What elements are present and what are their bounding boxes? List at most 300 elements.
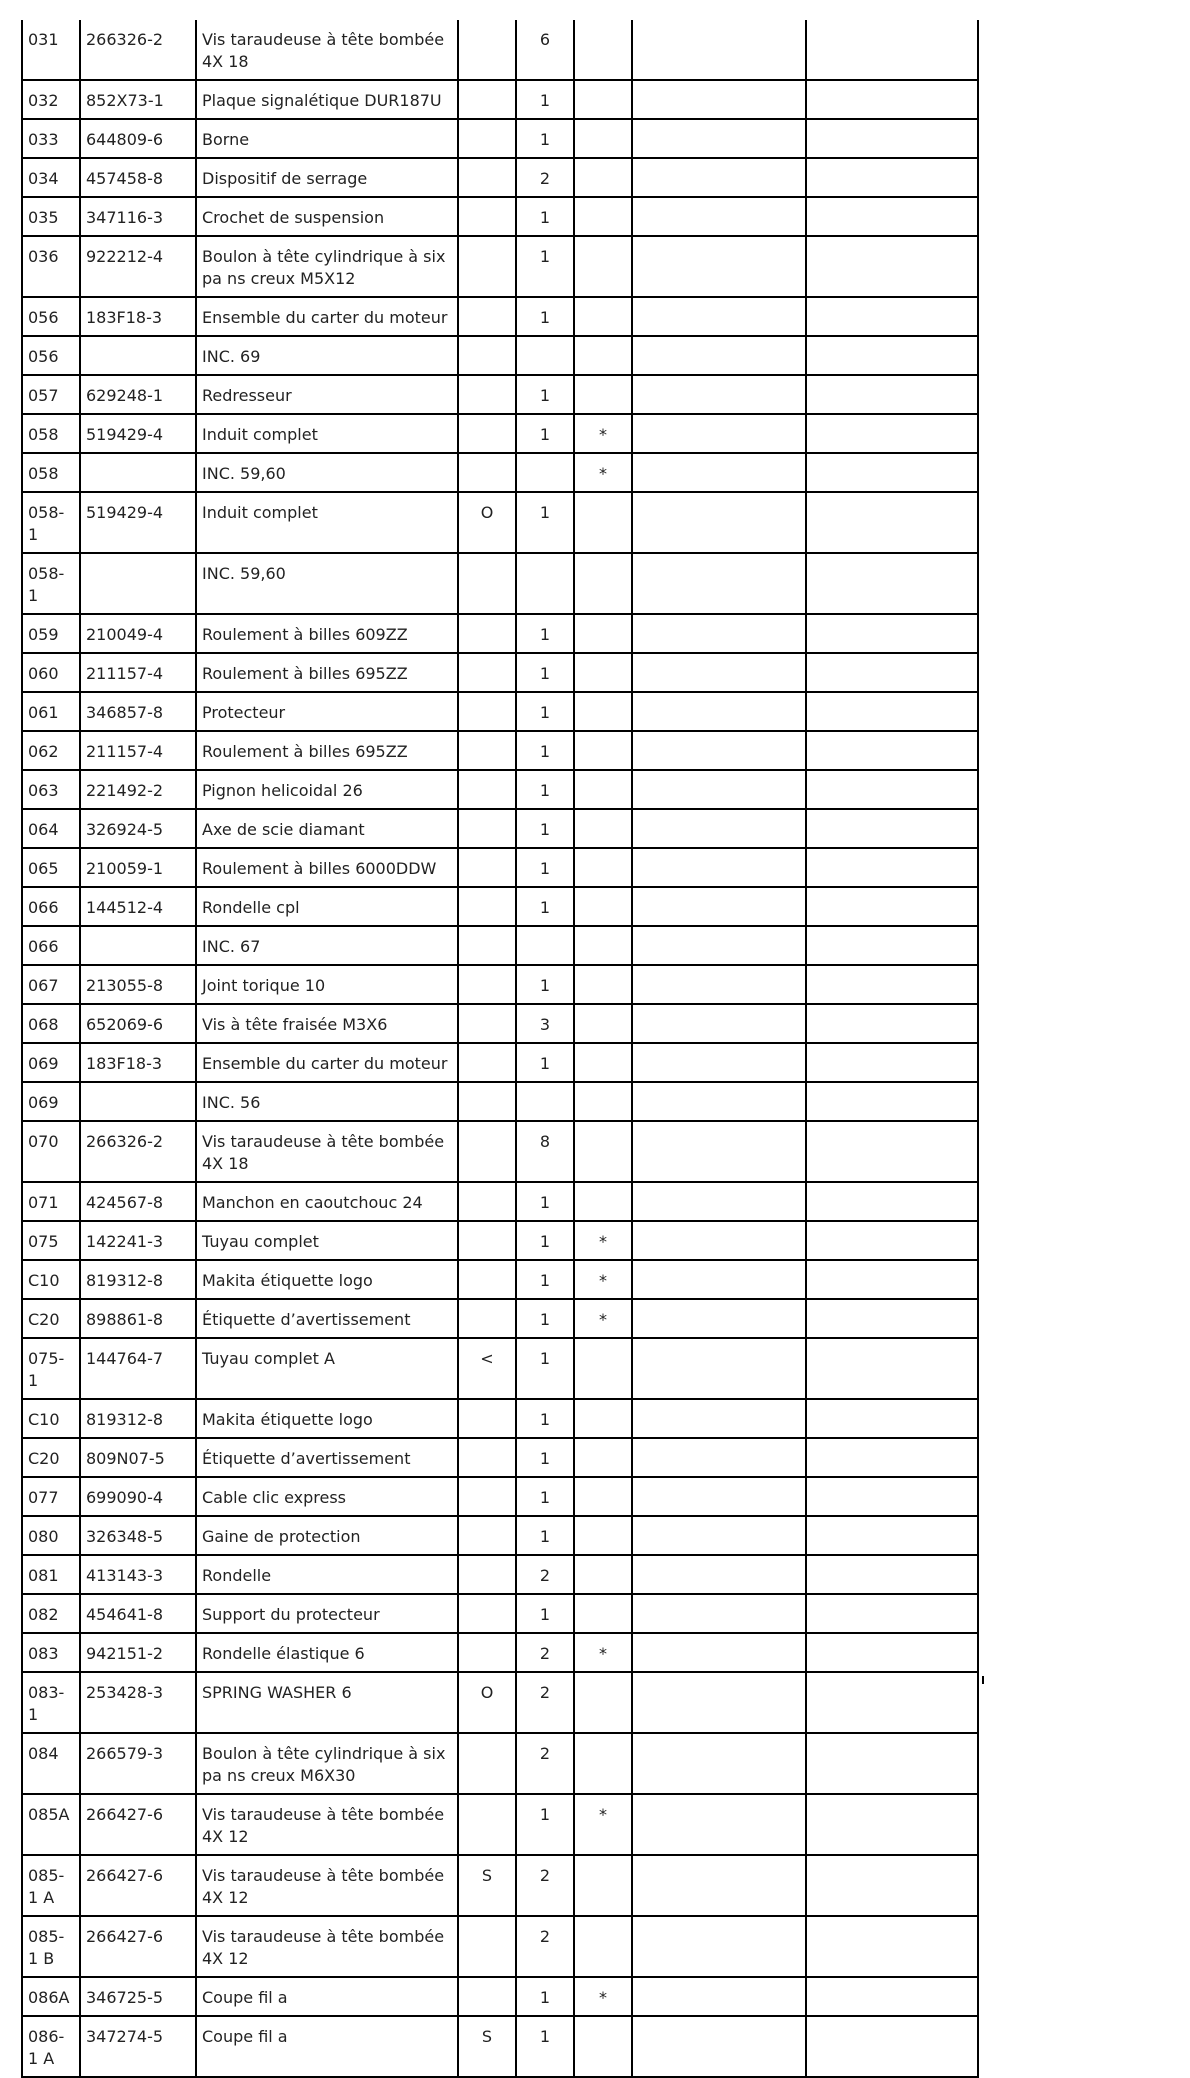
- item-number-cell: 069: [22, 1082, 80, 1121]
- empty-cell: [632, 80, 806, 119]
- part-number-cell: 326924-5: [80, 809, 196, 848]
- part-number-cell: 413143-3: [80, 1555, 196, 1594]
- flag-cell: [458, 197, 516, 236]
- empty-cell: [806, 887, 978, 926]
- empty-cell: [632, 614, 806, 653]
- part-number-cell: 347116-3: [80, 197, 196, 236]
- part-number-cell: 519429-4: [80, 492, 196, 553]
- empty-cell: [632, 731, 806, 770]
- flag-cell: O: [458, 492, 516, 553]
- item-number-cell: 084: [22, 1733, 80, 1794]
- quantity-cell: 2: [516, 1555, 574, 1594]
- mark-cell: [574, 1043, 632, 1082]
- quantity-cell: [516, 553, 574, 614]
- part-number-cell: 266579-3: [80, 1733, 196, 1794]
- part-number-cell: 519429-4: [80, 414, 196, 453]
- description-cell: Redresseur: [196, 375, 458, 414]
- item-number-cell: 070: [22, 1121, 80, 1182]
- flag-cell: O: [458, 1672, 516, 1733]
- item-number-cell: C10: [22, 1260, 80, 1299]
- item-number-cell: 083: [22, 1633, 80, 1672]
- empty-cell: [632, 1438, 806, 1477]
- description-cell: Support du protecteur: [196, 1594, 458, 1633]
- description-cell: Joint torique 10: [196, 965, 458, 1004]
- item-number-cell: 058-1: [22, 553, 80, 614]
- quantity-cell: 1: [516, 1338, 574, 1399]
- table-row: [22, 1260, 978, 1299]
- empty-cell: [806, 1082, 978, 1121]
- description-cell: Roulement à billes 695ZZ: [196, 731, 458, 770]
- table-row: [22, 1594, 978, 1633]
- description-cell: Rondelle cpl: [196, 887, 458, 926]
- mark-cell: [574, 1733, 632, 1794]
- description-cell: Protecteur: [196, 692, 458, 731]
- empty-cell: [632, 1221, 806, 1260]
- item-number-cell: C20: [22, 1438, 80, 1477]
- flag-cell: [458, 1916, 516, 1977]
- quantity-cell: 1: [516, 731, 574, 770]
- flag-cell: [458, 336, 516, 375]
- flag-cell: [458, 1299, 516, 1338]
- quantity-cell: [516, 1082, 574, 1121]
- table-row: [22, 1855, 978, 1916]
- item-number-cell: 080: [22, 1516, 80, 1555]
- quantity-cell: 1: [516, 848, 574, 887]
- table-row: [22, 1082, 978, 1121]
- part-number-cell: [80, 453, 196, 492]
- quantity-cell: [516, 453, 574, 492]
- empty-cell: [632, 492, 806, 553]
- mark-cell: [574, 553, 632, 614]
- flag-cell: [458, 887, 516, 926]
- item-number-cell: 065: [22, 848, 80, 887]
- item-number-cell: 075-1: [22, 1338, 80, 1399]
- part-number-cell: [80, 553, 196, 614]
- mark-cell: *: [574, 1794, 632, 1855]
- quantity-cell: 6: [516, 20, 574, 80]
- description-cell: Induit complet: [196, 492, 458, 553]
- empty-cell: [632, 1082, 806, 1121]
- description-cell: Dispositif de serrage: [196, 158, 458, 197]
- item-number-cell: 062: [22, 731, 80, 770]
- item-number-cell: 086A: [22, 1977, 80, 2016]
- empty-cell: [806, 1977, 978, 2016]
- empty-cell: [806, 1477, 978, 1516]
- mark-cell: [574, 653, 632, 692]
- part-number-cell: 211157-4: [80, 731, 196, 770]
- part-number-cell: 266427-6: [80, 1916, 196, 1977]
- quantity-cell: 8: [516, 1121, 574, 1182]
- part-number-cell: 942151-2: [80, 1633, 196, 1672]
- flag-cell: [458, 770, 516, 809]
- mark-cell: [574, 1182, 632, 1221]
- quantity-cell: 1: [516, 297, 574, 336]
- empty-cell: [632, 2016, 806, 2077]
- empty-cell: [632, 1555, 806, 1594]
- part-number-cell: 211157-4: [80, 653, 196, 692]
- mark-cell: [574, 1004, 632, 1043]
- description-cell: Vis taraudeuse à tête bombée 4X 12: [196, 1916, 458, 1977]
- quantity-cell: 2: [516, 158, 574, 197]
- mark-cell: [574, 692, 632, 731]
- mark-cell: [574, 1594, 632, 1633]
- item-number-cell: 031: [22, 20, 80, 80]
- part-number-cell: 266326-2: [80, 1121, 196, 1182]
- empty-cell: [632, 1260, 806, 1299]
- item-number-cell: 064: [22, 809, 80, 848]
- table-row: [22, 614, 978, 653]
- empty-cell: [806, 553, 978, 614]
- flag-cell: [458, 692, 516, 731]
- part-number-cell: 142241-3: [80, 1221, 196, 1260]
- description-cell: Vis taraudeuse à tête bombée 4X 12: [196, 1794, 458, 1855]
- empty-cell: [806, 1399, 978, 1438]
- quantity-cell: [516, 336, 574, 375]
- empty-cell: [632, 1794, 806, 1855]
- empty-cell: [632, 1043, 806, 1082]
- table-row: [22, 1916, 978, 1977]
- part-number-cell: 346725-5: [80, 1977, 196, 2016]
- part-number-cell: 266427-6: [80, 1855, 196, 1916]
- part-number-cell: 253428-3: [80, 1672, 196, 1733]
- empty-cell: [632, 1594, 806, 1633]
- empty-cell: [632, 1516, 806, 1555]
- part-number-cell: 210059-1: [80, 848, 196, 887]
- empty-cell: [632, 414, 806, 453]
- empty-cell: [806, 1633, 978, 1672]
- description-cell: Roulement à billes 695ZZ: [196, 653, 458, 692]
- table-row: [22, 336, 978, 375]
- part-number-cell: 819312-8: [80, 1399, 196, 1438]
- quantity-cell: 1: [516, 1977, 574, 2016]
- mark-cell: [574, 80, 632, 119]
- flag-cell: [458, 1121, 516, 1182]
- quantity-cell: [516, 926, 574, 965]
- description-cell: Coupe fil a: [196, 1977, 458, 2016]
- empty-cell: [806, 2016, 978, 2077]
- empty-cell: [806, 1260, 978, 1299]
- mark-cell: [574, 1399, 632, 1438]
- flag-cell: [458, 1477, 516, 1516]
- empty-cell: [806, 375, 978, 414]
- empty-cell: [632, 848, 806, 887]
- item-number-cell: 060: [22, 653, 80, 692]
- part-number-cell: 183F18-3: [80, 1043, 196, 1082]
- mark-cell: [574, 1338, 632, 1399]
- quantity-cell: 1: [516, 492, 574, 553]
- empty-cell: [806, 1043, 978, 1082]
- table-row: [22, 1516, 978, 1555]
- description-cell: Vis taraudeuse à tête bombée 4X 12: [196, 1855, 458, 1916]
- empty-cell: [632, 1399, 806, 1438]
- quantity-cell: 2: [516, 1733, 574, 1794]
- quantity-cell: 1: [516, 1594, 574, 1633]
- mark-cell: [574, 614, 632, 653]
- table-row: [22, 20, 978, 80]
- item-number-cell: 071: [22, 1182, 80, 1221]
- empty-cell: [806, 1121, 978, 1182]
- flag-cell: [458, 926, 516, 965]
- empty-cell: [632, 375, 806, 414]
- quantity-cell: 1: [516, 236, 574, 297]
- empty-cell: [632, 887, 806, 926]
- empty-cell: [806, 692, 978, 731]
- mark-cell: *: [574, 1221, 632, 1260]
- flag-cell: [458, 297, 516, 336]
- empty-cell: [632, 1977, 806, 2016]
- mark-cell: *: [574, 1299, 632, 1338]
- flag-cell: [458, 1438, 516, 1477]
- table-row: [22, 1633, 978, 1672]
- mark-cell: [574, 236, 632, 297]
- item-number-cell: 036: [22, 236, 80, 297]
- table-row: [22, 1299, 978, 1338]
- quantity-cell: 1: [516, 1260, 574, 1299]
- item-number-cell: 083-1: [22, 1672, 80, 1733]
- mark-cell: [574, 197, 632, 236]
- part-number-cell: 629248-1: [80, 375, 196, 414]
- part-number-cell: 144512-4: [80, 887, 196, 926]
- empty-cell: [806, 965, 978, 1004]
- description-cell: Étiquette d’avertissement: [196, 1299, 458, 1338]
- table-row: [22, 414, 978, 453]
- empty-cell: [806, 848, 978, 887]
- empty-cell: [806, 731, 978, 770]
- quantity-cell: 1: [516, 1043, 574, 1082]
- item-number-cell: 061: [22, 692, 80, 731]
- flag-cell: [458, 553, 516, 614]
- flag-cell: [458, 614, 516, 653]
- description-cell: Pignon helicoidal 26: [196, 770, 458, 809]
- description-cell: Tuyau complet: [196, 1221, 458, 1260]
- empty-cell: [806, 1916, 978, 1977]
- description-cell: Vis taraudeuse à tête bombée 4X 18: [196, 1121, 458, 1182]
- empty-cell: [632, 809, 806, 848]
- quantity-cell: 1: [516, 809, 574, 848]
- table-row: [22, 453, 978, 492]
- item-number-cell: 058: [22, 414, 80, 453]
- empty-cell: [632, 297, 806, 336]
- quantity-cell: 1: [516, 80, 574, 119]
- table-row: [22, 1182, 978, 1221]
- mark-cell: [574, 1121, 632, 1182]
- item-number-cell: C20: [22, 1299, 80, 1338]
- empty-cell: [632, 1916, 806, 1977]
- description-cell: Vis à tête fraisée M3X6: [196, 1004, 458, 1043]
- table-row: [22, 692, 978, 731]
- item-number-cell: 035: [22, 197, 80, 236]
- flag-cell: S: [458, 1855, 516, 1916]
- empty-cell: [806, 80, 978, 119]
- flag-cell: [458, 414, 516, 453]
- empty-cell: [632, 197, 806, 236]
- flag-cell: [458, 1182, 516, 1221]
- part-number-cell: 347274-5: [80, 2016, 196, 2077]
- flag-cell: [458, 453, 516, 492]
- description-cell: Makita étiquette logo: [196, 1260, 458, 1299]
- table-row: [22, 848, 978, 887]
- item-number-cell: 056: [22, 336, 80, 375]
- flag-cell: <: [458, 1338, 516, 1399]
- empty-cell: [806, 1855, 978, 1916]
- table-row: [22, 1555, 978, 1594]
- item-number-cell: 032: [22, 80, 80, 119]
- quantity-cell: 1: [516, 1438, 574, 1477]
- item-number-cell: C10: [22, 1399, 80, 1438]
- mark-cell: *: [574, 453, 632, 492]
- table-row: [22, 197, 978, 236]
- quantity-cell: 1: [516, 1299, 574, 1338]
- mark-cell: [574, 119, 632, 158]
- description-cell: Rondelle élastique 6: [196, 1633, 458, 1672]
- empty-cell: [806, 336, 978, 375]
- empty-cell: [806, 1594, 978, 1633]
- item-number-cell: 057: [22, 375, 80, 414]
- quantity-cell: 2: [516, 1633, 574, 1672]
- quantity-cell: 1: [516, 197, 574, 236]
- description-cell: Roulement à billes 6000DDW: [196, 848, 458, 887]
- part-number-cell: 644809-6: [80, 119, 196, 158]
- item-number-cell: 069: [22, 1043, 80, 1082]
- item-number-cell: 085-1 B: [22, 1916, 80, 1977]
- part-number-cell: [80, 336, 196, 375]
- mark-cell: [574, 731, 632, 770]
- description-cell: SPRING WASHER 6: [196, 1672, 458, 1733]
- empty-cell: [632, 1121, 806, 1182]
- item-number-cell: 077: [22, 1477, 80, 1516]
- table-row: [22, 965, 978, 1004]
- empty-cell: [806, 1182, 978, 1221]
- description-cell: Boulon à tête cylindrique à six pa ns creux M6X30: [196, 1733, 458, 1794]
- empty-cell: [632, 965, 806, 1004]
- part-number-cell: 183F18-3: [80, 297, 196, 336]
- quantity-cell: 1: [516, 1477, 574, 1516]
- part-number-cell: 266326-2: [80, 20, 196, 80]
- part-number-cell: 898861-8: [80, 1299, 196, 1338]
- mark-cell: [574, 375, 632, 414]
- table-row: [22, 236, 978, 297]
- mark-cell: [574, 770, 632, 809]
- empty-cell: [806, 1555, 978, 1594]
- empty-cell: [806, 492, 978, 553]
- quantity-cell: 1: [516, 653, 574, 692]
- quantity-cell: 3: [516, 1004, 574, 1043]
- mark-cell: [574, 848, 632, 887]
- flag-cell: [458, 1082, 516, 1121]
- mark-cell: [574, 2016, 632, 2077]
- quantity-cell: 1: [516, 414, 574, 453]
- item-number-cell: 075: [22, 1221, 80, 1260]
- mark-cell: [574, 1855, 632, 1916]
- quantity-cell: 1: [516, 614, 574, 653]
- part-number-cell: 852X73-1: [80, 80, 196, 119]
- empty-cell: [806, 653, 978, 692]
- empty-cell: [632, 653, 806, 692]
- flag-cell: [458, 1516, 516, 1555]
- part-number-cell: 144764-7: [80, 1338, 196, 1399]
- description-cell: Manchon en caoutchouc 24: [196, 1182, 458, 1221]
- mark-cell: [574, 336, 632, 375]
- quantity-cell: 1: [516, 692, 574, 731]
- empty-cell: [806, 297, 978, 336]
- item-number-cell: 063: [22, 770, 80, 809]
- empty-cell: [632, 1477, 806, 1516]
- flag-cell: [458, 1794, 516, 1855]
- part-number-cell: 699090-4: [80, 1477, 196, 1516]
- part-number-cell: 346857-8: [80, 692, 196, 731]
- part-number-cell: 210049-4: [80, 614, 196, 653]
- flag-cell: [458, 375, 516, 414]
- empty-cell: [806, 236, 978, 297]
- quantity-cell: 1: [516, 1221, 574, 1260]
- table-row: [22, 297, 978, 336]
- item-number-cell: 059: [22, 614, 80, 653]
- empty-cell: [632, 692, 806, 731]
- parts-table: [21, 20, 979, 2078]
- item-number-cell: 068: [22, 1004, 80, 1043]
- mark-cell: [574, 1477, 632, 1516]
- quantity-cell: 1: [516, 1794, 574, 1855]
- empty-cell: [632, 926, 806, 965]
- table-row: [22, 158, 978, 197]
- flag-cell: [458, 1221, 516, 1260]
- empty-cell: [806, 20, 978, 80]
- flag-cell: [458, 80, 516, 119]
- flag-cell: [458, 1977, 516, 2016]
- item-number-cell: 081: [22, 1555, 80, 1594]
- empty-cell: [632, 1299, 806, 1338]
- empty-cell: [632, 336, 806, 375]
- item-number-cell: 066: [22, 926, 80, 965]
- table-row: [22, 2016, 978, 2077]
- table-row: [22, 1794, 978, 1855]
- empty-cell: [806, 197, 978, 236]
- flag-cell: [458, 653, 516, 692]
- flag-cell: [458, 848, 516, 887]
- description-cell: INC. 59,60: [196, 453, 458, 492]
- empty-cell: [806, 926, 978, 965]
- description-cell: Borne: [196, 119, 458, 158]
- quantity-cell: 1: [516, 375, 574, 414]
- item-number-cell: 058: [22, 453, 80, 492]
- part-number-cell: 457458-8: [80, 158, 196, 197]
- empty-cell: [806, 119, 978, 158]
- empty-cell: [806, 809, 978, 848]
- description-cell: Plaque signalétique DUR187U: [196, 80, 458, 119]
- table-row: [22, 770, 978, 809]
- table-row: [22, 119, 978, 158]
- empty-cell: [806, 1299, 978, 1338]
- mark-cell: [574, 158, 632, 197]
- flag-cell: [458, 731, 516, 770]
- mark-cell: [574, 1082, 632, 1121]
- description-cell: Coupe fil a: [196, 2016, 458, 2077]
- flag-cell: [458, 119, 516, 158]
- description-cell: Induit complet: [196, 414, 458, 453]
- item-number-cell: 086-1 A: [22, 2016, 80, 2077]
- quantity-cell: 1: [516, 887, 574, 926]
- empty-cell: [806, 1733, 978, 1794]
- empty-cell: [806, 1338, 978, 1399]
- item-number-cell: 082: [22, 1594, 80, 1633]
- description-cell: Rondelle: [196, 1555, 458, 1594]
- table-row: [22, 887, 978, 926]
- empty-cell: [632, 1004, 806, 1043]
- description-cell: Ensemble du carter du moteur: [196, 297, 458, 336]
- empty-cell: [806, 1794, 978, 1855]
- part-number-cell: 819312-8: [80, 1260, 196, 1299]
- item-number-cell: 085-1 A: [22, 1855, 80, 1916]
